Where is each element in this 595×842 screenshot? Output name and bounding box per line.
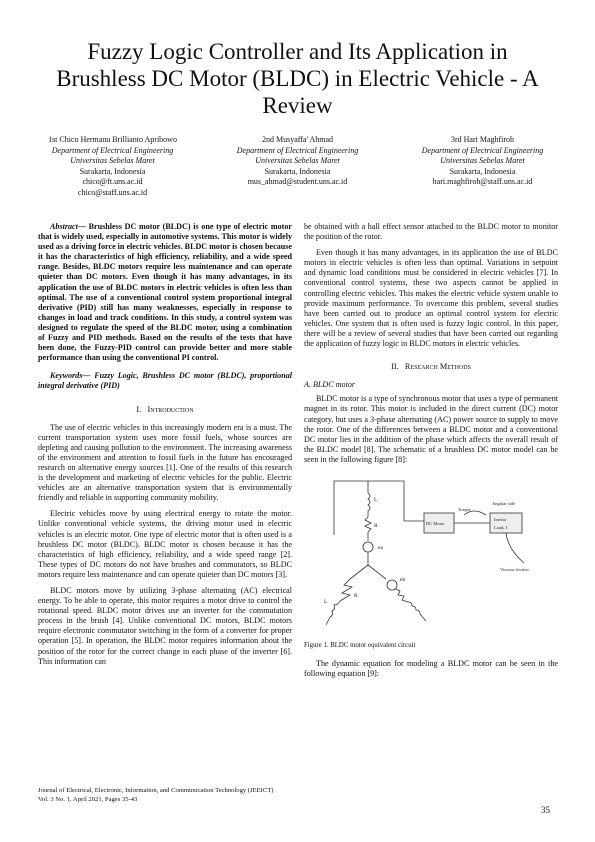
abstract-lead: Abstract— [50,222,86,231]
label-L: L [374,496,378,503]
author-block [20,135,575,198]
paragraph: BLDC motor is a type of synchronous motor that uses a type of permanent magnet in its rotor. This motor is included in the direct current (DC) motor category, but uses a 3-phase alternating (AC) power source to supply to move the rotor. One of the differences between a BLDC motor and a conventional DC motor lies in the addition of the phase which affects the overall result of the BLDC model [8]. The schematic of a brushless DC motor model can be seen in the following figure [8]: [304,394,558,464]
author-1 [20,135,205,198]
keywords [38,371,292,391]
author-email: mus_ahmad@student.uns.ac.id [247,177,348,186]
left-column [38,222,292,667]
paper-title: Fuzzy Logic Controller and Its Application in Brushless DC Motor (BLDC) in Electric Vehicle - A Review [56,39,539,118]
label-L2: L [324,598,328,605]
paragraph: BLDC motors move by utilizing 3-phase alternating (AC) electrical energy. To be able to operate, this motor requires a motor drive to control the rotational speed. BLDC motor drives use an inverter for the commutation process in the brush [4]. Unlike conventional DC motors, BLDC motors require electronic commutator switching in the form of a converter for proper operation [5]. In operation, the BLDC motor requires information about the position of the rotor for the correct change in each phase of the inverter [6]. This information can [38,586,292,666]
author-3 [390,135,575,198]
label-R2: R [354,592,358,599]
right-column [304,222,558,679]
section-title: Research Methods [404,362,471,372]
author-email: hari.maghfiroh@staff.uns.ac.id [432,177,533,186]
author-city: Surakarta, Indonesia [264,166,331,176]
abstract [38,222,292,363]
abstract-text: Brushless DC motor (BLDC) is one type of electric motor that is widely used, especially in automotive systems. This motor is widely used as a driving force in electric vehicles. BLDC motor is chosen because it has the characteristics of high efficiency, reliability, and a wide speed range. Besides, BLDC motors require less maintenance and can operate quieter than DC motors. Even though it has many advantages, in its application the use of BLDC motors in electric vehicles is often less than optimal. The use of a conventional control system proportional integral derivative (PID) still has many weaknesses, especially in response to changes in load and track conditions. In this study, a control system was designed to regulate the speed of the BLDC motor, using a combination of Fuzzy and PID methods. Based on the results of the tests that have been done, the Fuzzy-PID control can provide better and more stable performance than using the conventional PI control. [38,222,292,363]
label-angular: Angular side [492,500,516,506]
keywords-text: Fuzzy Logic, Brushless DC motor (BLDC), proportional integral derivative (PID) [38,371,292,391]
author-dept: Department of Electrical Engineering [51,145,174,155]
author-name: 1st Chico Hermanu Brillianto Apribowo [48,135,177,144]
paragraph: Electric vehicles move by using electrical energy to rotate the motor. Unlike conventional vehicle systems, the driving motor used in electric vehicles is an electric motor. One type of electric motor that is often used is a brushless DC motor (BLDC). BLDC motor is chosen because it has the characteristics of high efficiency, reliability, and a wide speed range [2]. These types of DC motors do not have brushes and commutators, so BLDC motors require less maintenance and can operate quieter than DC motors [3]. [38,509,292,579]
footer-volume: Vol. 3 No. 1, April 2021, Pages 35-43 [38,795,138,803]
footer-journal: Journal of Electrical, Electronic, Information, and Communication Technology (JEEICT) [38,787,274,794]
author-dept: Department of Electrical Engineering [236,145,359,155]
label-eb: eb [400,576,406,583]
section-heading-methods [304,362,558,372]
label-R: R [374,522,378,529]
author-uni: Universitas Sebelas Maret [70,156,155,165]
author-name: 3rd Hari Maghfiroh [450,135,515,144]
figure-caption: Figure 1. BLDC motor equivalent circuit [304,641,416,649]
author-email-2: chico@staff.uns.ac.id [77,187,148,197]
author-uni: Universitas Sebelas Maret [440,156,525,165]
author-city: Surakarta, Indonesia [79,166,146,176]
label-torque: Torque [458,506,471,512]
paragraph: The dynamic equation for modeling a BLDC motor can be seen in the following equation [9]: [304,659,558,679]
page-number: 35 [541,805,550,815]
label-friction: Viscous friction [500,566,529,572]
author-email: chico@ft.uns.ac.id [82,177,143,186]
label-inertia: Inertia [494,516,506,522]
paragraph: be obtained with a hall effect sensor attached to the BLDC motor to monitor the position of the rotor. [304,222,558,242]
label-ea: ea [378,544,383,551]
section-number: II. [391,362,399,372]
section-heading-introduction [38,405,292,415]
author-dept: Department of Electrical Engineering [421,145,544,155]
author-uni: Universitas Sebelas Maret [255,156,340,165]
figure-bldc-circuit [314,475,550,635]
label-load: Load, J [494,524,508,530]
section-title: Introduction [147,404,194,414]
label-dc-motor: DC Motor [426,520,445,526]
paragraph: Even though it has many advantages, in its application the use of BLDC motors in electric vehicles is often less than optimal. Variations in setpoint and dynamic load conditions must be considered in electric vehicles [7]. In conventional control systems, these two aspects cannot be applied in controlling electric vehicles. This makes the electric vehicle system unable to provide maximum performance. To overcome this problem, several studies have been carried out to produce an optimal control system for electric vehicles. One system that is often used is fuzzy logic control. In this paper, there will be a review of several studies that have been carried out regarding the application of fuzzy logic in BLDC motors in electric vehicles. [304,248,558,349]
author-city: Surakarta, Indonesia [449,166,516,176]
section-number: I. [136,404,142,414]
circuit-diagram [314,475,550,635]
subsection-heading: A. BLDC motor [304,380,356,390]
author-2 [205,135,390,198]
paragraph: The use of electric vehicles in this increasingly modern era is a must. The current transportation system uses more fossil fuels, whose sources are depleting and causing pollution to the environment. The increasing awareness of the environment and attention to fossil fuels in the future has encouraged research on alternative energy sources [1]. One of the results of this research is the development and marketing of electric vehicles for the public. Electric vehicles are an alternative transportation system that is environmentally friendly and reliable in supporting community mobility. [38,422,292,503]
author-name: 2nd Musyaffa' Ahmad [261,135,334,144]
journal-footer [38,787,273,804]
keywords-lead: Keywords— [50,371,91,381]
